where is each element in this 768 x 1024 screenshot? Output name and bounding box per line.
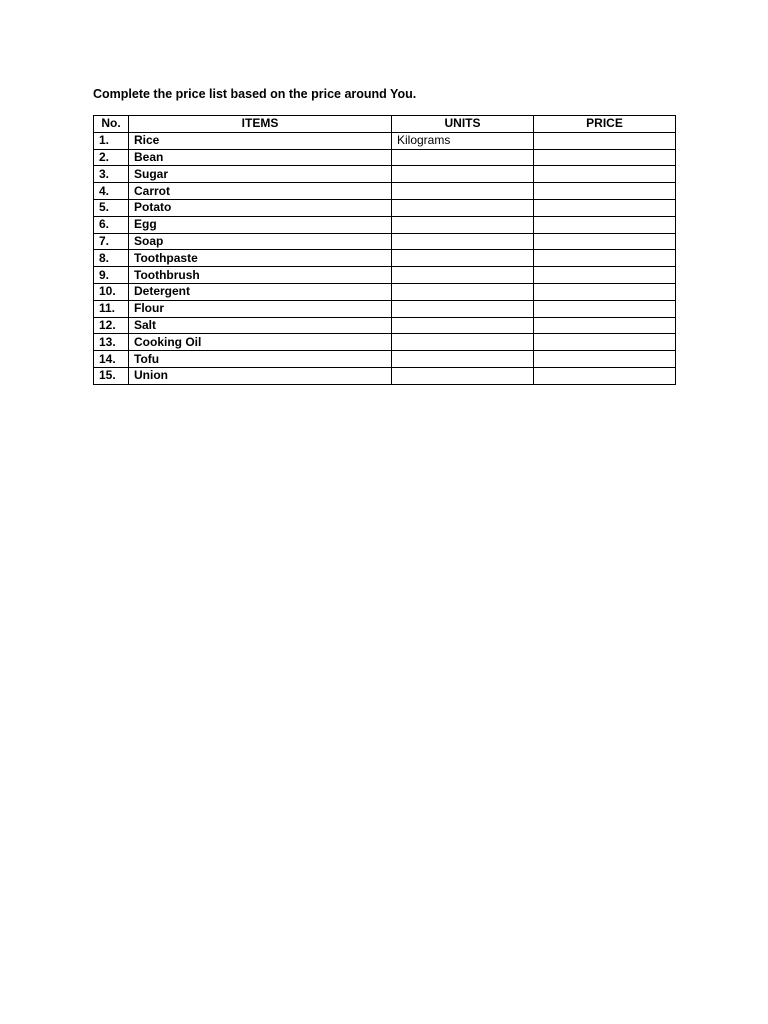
row-number: 10. bbox=[94, 283, 129, 300]
row-number: 1. bbox=[94, 132, 129, 149]
row-number: 5. bbox=[94, 199, 129, 216]
row-number: 2. bbox=[94, 149, 129, 166]
row-number: 6. bbox=[94, 216, 129, 233]
unit-value: Kilograms bbox=[392, 132, 534, 149]
unit-value bbox=[392, 233, 534, 250]
item-name: Tofu bbox=[129, 351, 392, 368]
price-value bbox=[534, 267, 676, 284]
header-no: No. bbox=[94, 116, 129, 133]
price-value bbox=[534, 250, 676, 267]
item-name: Salt bbox=[129, 317, 392, 334]
unit-value bbox=[392, 334, 534, 351]
unit-value bbox=[392, 351, 534, 368]
unit-value bbox=[392, 283, 534, 300]
unit-value bbox=[392, 166, 534, 183]
price-value bbox=[534, 149, 676, 166]
table-row bbox=[94, 149, 676, 166]
item-name: Union bbox=[129, 367, 392, 384]
item-name: Carrot bbox=[129, 183, 392, 200]
table-row bbox=[94, 334, 676, 351]
price-list-table bbox=[93, 115, 676, 385]
price-value bbox=[534, 300, 676, 317]
row-number: 12. bbox=[94, 317, 129, 334]
unit-value bbox=[392, 183, 534, 200]
price-value bbox=[534, 334, 676, 351]
row-number: 15. bbox=[94, 367, 129, 384]
row-number: 7. bbox=[94, 233, 129, 250]
row-number: 13. bbox=[94, 334, 129, 351]
table-row bbox=[94, 267, 676, 284]
table-row bbox=[94, 317, 676, 334]
item-name: Egg bbox=[129, 216, 392, 233]
row-number: 4. bbox=[94, 183, 129, 200]
table-row bbox=[94, 199, 676, 216]
item-name: Bean bbox=[129, 149, 392, 166]
header-price: PRICE bbox=[534, 116, 676, 133]
unit-value bbox=[392, 317, 534, 334]
table-row bbox=[94, 183, 676, 200]
price-value bbox=[534, 132, 676, 149]
instruction-text: Complete the price list based on the price around You. bbox=[93, 87, 417, 101]
table-header bbox=[94, 116, 676, 133]
item-name: Flour bbox=[129, 300, 392, 317]
table-row bbox=[94, 300, 676, 317]
unit-value bbox=[392, 367, 534, 384]
table-row bbox=[94, 216, 676, 233]
price-value bbox=[534, 367, 676, 384]
header-items: ITEMS bbox=[129, 116, 392, 133]
price-value bbox=[534, 183, 676, 200]
price-value bbox=[534, 199, 676, 216]
price-value bbox=[534, 351, 676, 368]
table-row bbox=[94, 367, 676, 384]
item-name: Cooking Oil bbox=[129, 334, 392, 351]
price-value bbox=[534, 233, 676, 250]
row-number: 8. bbox=[94, 250, 129, 267]
row-number: 3. bbox=[94, 166, 129, 183]
row-number: 9. bbox=[94, 267, 129, 284]
price-value bbox=[534, 166, 676, 183]
unit-value bbox=[392, 149, 534, 166]
table-body bbox=[94, 132, 676, 384]
unit-value bbox=[392, 300, 534, 317]
item-name: Soap bbox=[129, 233, 392, 250]
unit-value bbox=[392, 199, 534, 216]
header-row bbox=[94, 116, 676, 133]
table-row bbox=[94, 166, 676, 183]
row-number: 11. bbox=[94, 300, 129, 317]
table-row bbox=[94, 132, 676, 149]
table-row bbox=[94, 283, 676, 300]
unit-value bbox=[392, 267, 534, 284]
item-name: Potato bbox=[129, 199, 392, 216]
table-row bbox=[94, 250, 676, 267]
item-name: Detergent bbox=[129, 283, 392, 300]
item-name: Rice bbox=[129, 132, 392, 149]
item-name: Toothbrush bbox=[129, 267, 392, 284]
item-name: Sugar bbox=[129, 166, 392, 183]
price-value bbox=[534, 317, 676, 334]
price-value bbox=[534, 216, 676, 233]
header-units: UNITS bbox=[392, 116, 534, 133]
row-number: 14. bbox=[94, 351, 129, 368]
unit-value bbox=[392, 250, 534, 267]
table-row bbox=[94, 351, 676, 368]
item-name: Toothpaste bbox=[129, 250, 392, 267]
price-value bbox=[534, 283, 676, 300]
table-row bbox=[94, 233, 676, 250]
unit-value bbox=[392, 216, 534, 233]
